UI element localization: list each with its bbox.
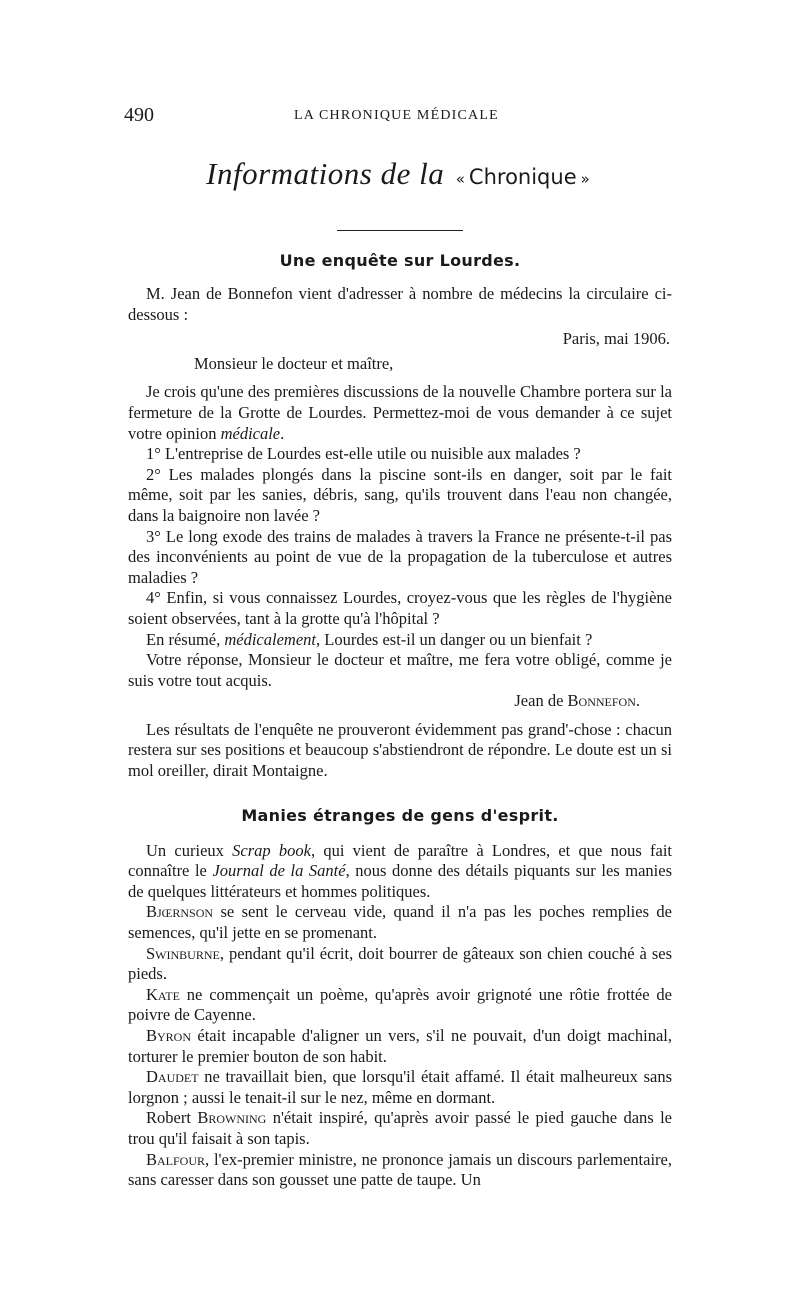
letter-paragraph: Je crois qu'une des premières discussions de la nouvelle Chambre portera sur la fermeture de la Grotte de Lourdes. Permettez-moi de vous demander à ce sujet votre opinion médicale. bbox=[128, 382, 672, 443]
person-name: Daudet bbox=[146, 1067, 199, 1087]
letter-summary: En résumé, médicalement, Lourdes est-il un danger ou un bienfait ? bbox=[146, 629, 593, 649]
anecdote-paragraph: Kate ne commençait un poème, qu'après avoir grignoté une rôtie frottée de poivre de Cayenne. bbox=[128, 984, 672, 1025]
close-quote: » bbox=[580, 170, 590, 188]
anecdote-paragraph: Bjœrnson se sent le cerveau vide, quand il n'a pas les poches remplies de semences, qu'il jette en se promenant. bbox=[128, 902, 672, 943]
article-title-manies: Manies étranges de gens d'esprit. bbox=[241, 805, 559, 825]
section-heading bbox=[128, 156, 672, 206]
person-name: Kate bbox=[146, 984, 180, 1004]
article-title-lourdes: Une enquête sur Lourdes. bbox=[279, 251, 521, 270]
anecdote-paragraph: Byron était incapable d'aligner un vers, s'il ne pouvait, d'un doigt machinal, torturer le premier bouton de son habit. bbox=[128, 1026, 672, 1066]
article-intro: Un curieux Scrap book, qui vient de paraître à Londres, et que nous fait connaître le Journal de la Santé, nous donne des détails piquants sur les manies de quelques littérateurs et hommes politiques. bbox=[128, 840, 672, 901]
person-name: Swinburne bbox=[146, 943, 220, 963]
emphasis-text: médicale bbox=[220, 423, 281, 443]
editor-comment: Les résultats de l'enquête ne prouveront évidemment pas grand'-chose : chacun restera sur ses positions et beaucoup s'abstiendront de répondre. Le doute est un si mol oreiller, dirait Montaigne. bbox=[128, 719, 672, 781]
letter-signature: Jean de Bonnefon. bbox=[514, 691, 640, 711]
anecdote-paragraph: Daudet ne travaillait bien, que lorsqu'il était affamé. Il était malheureux sans lorgnon ; aussi le tenait-il sur le nez, même en dormant. bbox=[128, 1067, 672, 1107]
journal-title: LA CHRONIQUE MÉDICALE bbox=[294, 108, 499, 123]
anecdote-paragraph: Robert Browning n'était inspiré, qu'après avoir passé le pied gauche dans le trou qu'il faisait à son tapis. bbox=[128, 1108, 672, 1148]
section-divider bbox=[337, 230, 463, 231]
letter-closing: Votre réponse, Monsieur le docteur et maître, me fera votre obligé, comme je suis votre tout acquis. bbox=[128, 650, 672, 690]
page-number: 490 bbox=[124, 104, 154, 126]
person-name: Byron bbox=[146, 1026, 192, 1045]
letter-salutation: Monsieur le docteur et maître, bbox=[194, 353, 394, 373]
document-page bbox=[124, 100, 672, 1191]
question-2: 2° Les malades plongés dans la piscine sont-ils en danger, soit par le fait même, soit par les sanies, débris, sang, qu'ils trouvent dans l'eau non changée, dans la baignoire non lavée ? bbox=[128, 464, 672, 525]
emphasis-text: Scrap book bbox=[232, 840, 311, 860]
section-title-script: Informations de la bbox=[206, 156, 445, 191]
open-quote: « bbox=[455, 170, 465, 188]
person-name: Balfour bbox=[146, 1149, 206, 1169]
letter-date: Paris, mai 1906. bbox=[562, 329, 670, 349]
emphasis-text: médicalement bbox=[224, 629, 316, 649]
anecdote-paragraph: Swinburne, pendant qu'il écrit, doit bourrer de gâteaux son chien couché à ses pieds. bbox=[128, 943, 672, 984]
anecdote-paragraph: Balfour, l'ex-premier ministre, ne prononce jamais un discours parlementaire, sans caresser dans son gousset une patte de taupe. Un bbox=[128, 1149, 672, 1190]
question-4: 4° Enfin, si vous connaissez Lourdes, croyez-vous que les règles de l'hygiène soient observées, tant à la grotte qu'à l'hôpital ? bbox=[128, 588, 672, 628]
article-intro: M. Jean de Bonnefon vient d'adresser à nombre de médecins la circulaire ci-dessous : bbox=[128, 284, 672, 324]
person-name: Bjœrnson bbox=[146, 902, 214, 922]
running-header bbox=[124, 100, 672, 126]
question-3: 3° Le long exode des trains de malades à travers la France ne présente-t-il pas des inconvénients au point de vue de la propagation de la tuberculose et autres maladies ? bbox=[128, 526, 672, 587]
section-title-word: Chronique bbox=[468, 165, 577, 189]
person-name: Browning bbox=[197, 1108, 267, 1128]
emphasis-text: Journal de la Santé bbox=[212, 861, 346, 881]
question-1: 1° L'entreprise de Lourdes est-elle utile ou nuisible aux malades ? bbox=[146, 444, 581, 464]
